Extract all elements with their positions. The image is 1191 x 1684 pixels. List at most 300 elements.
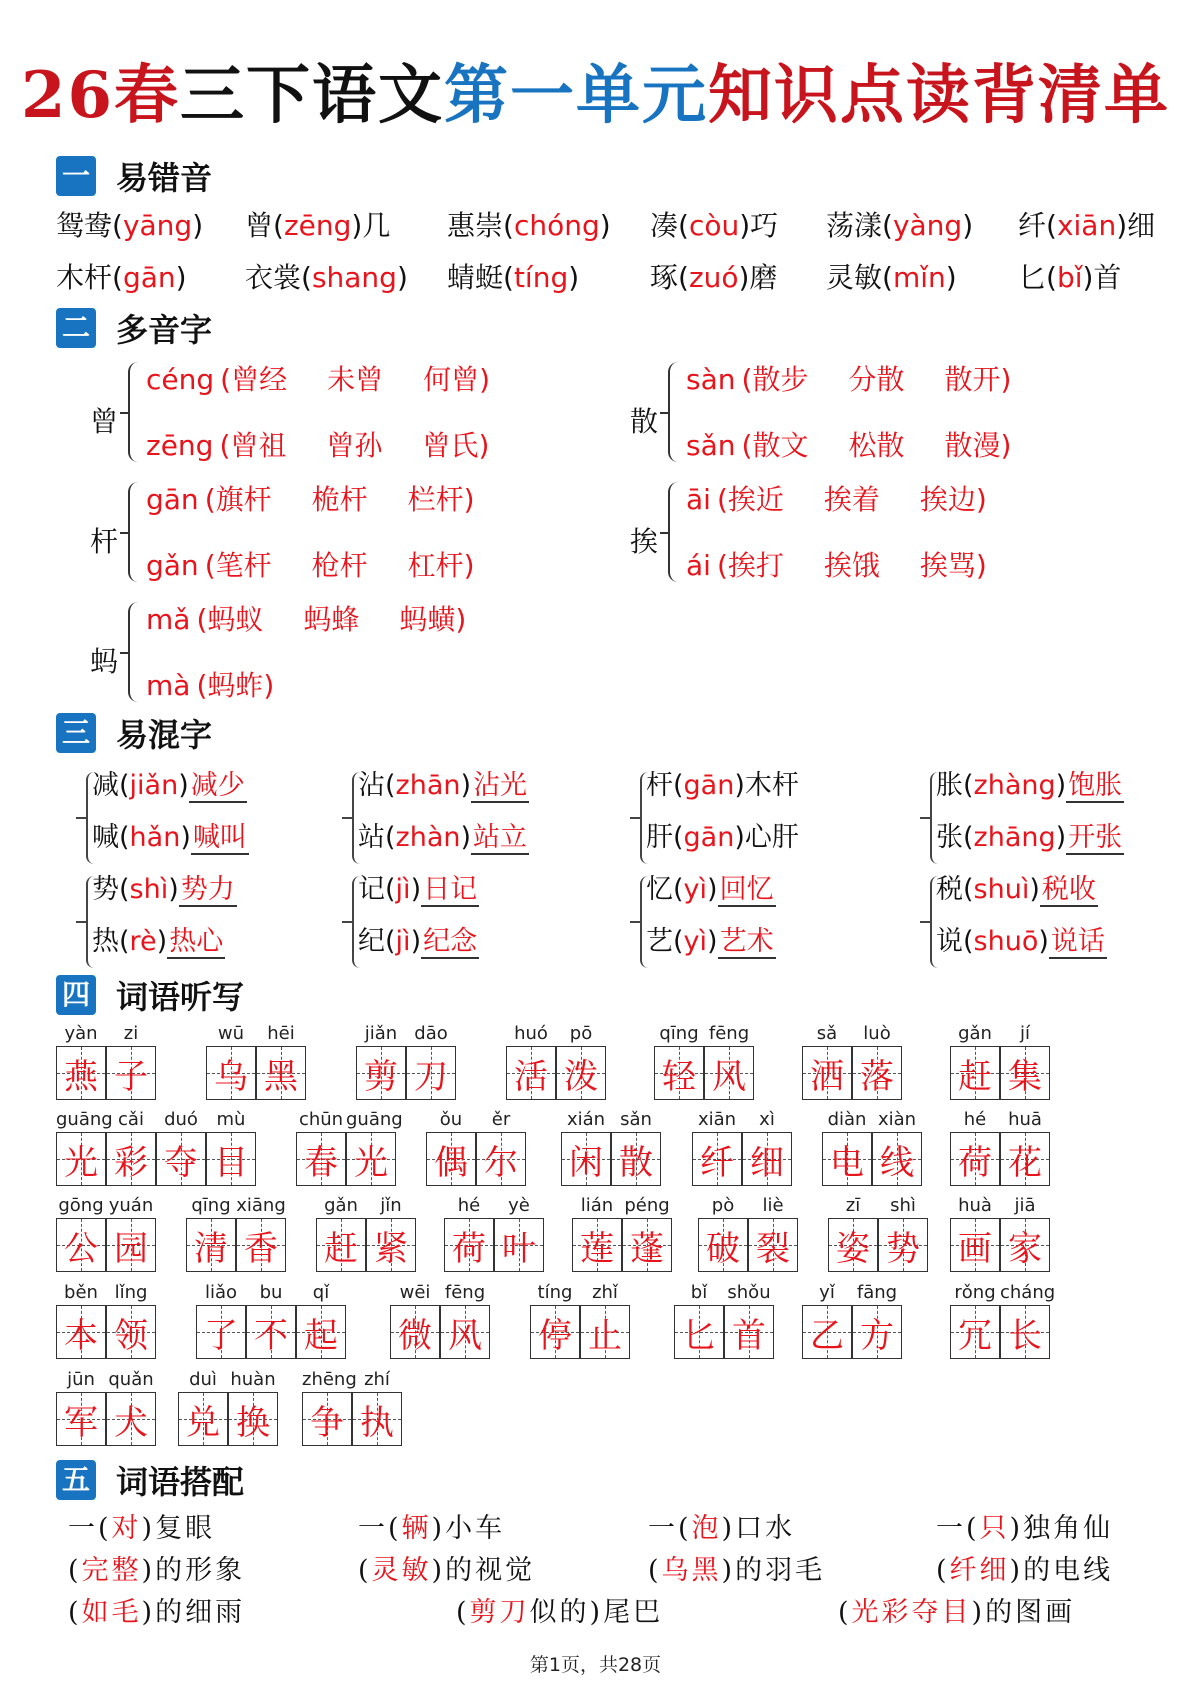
tianzige-cell xyxy=(352,1368,402,1446)
character-box xyxy=(654,1046,704,1100)
polyphone-reading xyxy=(146,358,490,398)
example-word: 散开 xyxy=(944,363,1001,396)
pinyin: gǎn xyxy=(958,1023,992,1044)
paren: ( xyxy=(716,483,728,516)
paren: ( xyxy=(385,874,396,905)
mispronounced-item xyxy=(245,260,408,296)
pinyin: mǐn xyxy=(892,261,946,294)
pinyin: zhǐ xyxy=(592,1282,618,1303)
section-title: 易混字 xyxy=(116,716,213,754)
dictation-word xyxy=(802,1022,902,1100)
paren: ( xyxy=(741,429,753,462)
pinyin: yì xyxy=(683,874,708,905)
dictation-word xyxy=(950,1108,1050,1186)
paren: ) xyxy=(1000,429,1012,462)
polyphone-char: 散 xyxy=(630,405,659,438)
pinyin: xiān xyxy=(697,1109,737,1130)
character-box xyxy=(506,1046,556,1100)
collocation-item xyxy=(838,1590,1075,1629)
item-text: 木杆( xyxy=(56,261,123,294)
paren: ( xyxy=(204,549,216,582)
character: 风 xyxy=(448,1315,482,1356)
item-text: ) xyxy=(175,261,187,294)
tianzige-cell xyxy=(256,1022,306,1100)
example-word: 挨打 xyxy=(727,549,784,582)
mispronounced-item xyxy=(56,260,187,296)
pinyin: wēi xyxy=(399,1282,431,1303)
dictation-word xyxy=(692,1108,792,1186)
tianzige-cell xyxy=(440,1281,490,1359)
pinyin: bǐ xyxy=(1056,261,1083,294)
pinyin: ǒu xyxy=(439,1109,463,1130)
section-badge: 三 xyxy=(56,713,96,753)
character-box xyxy=(950,1305,1000,1359)
paren: ) xyxy=(410,874,422,905)
pinyin: ái xyxy=(686,549,711,582)
character: 紧 xyxy=(374,1228,408,1269)
pinyin: mǎ xyxy=(146,603,191,636)
example-word: 热心 xyxy=(169,926,224,957)
pinyin: jiā xyxy=(1014,1195,1036,1216)
character: 刀 xyxy=(414,1056,448,1097)
brace-icon xyxy=(128,602,140,702)
pinyin: zhēng xyxy=(302,1369,357,1390)
item-text: )巧 xyxy=(739,209,779,242)
tianzige-cell xyxy=(426,1108,476,1186)
character-box xyxy=(390,1305,440,1359)
tianzige-cell xyxy=(530,1281,580,1359)
character: 匕 xyxy=(682,1315,716,1356)
tianzige-cell xyxy=(748,1194,798,1272)
tianzige-cell xyxy=(56,1022,106,1100)
char: 减 xyxy=(92,770,119,801)
polyphone-reading xyxy=(686,358,1011,398)
paren: ( xyxy=(963,874,974,905)
tianzige-cell xyxy=(561,1108,611,1186)
pinyin: quǎn xyxy=(108,1369,154,1390)
mispronounced-item xyxy=(245,208,390,244)
mispronounced-item xyxy=(650,208,778,244)
paren: ( xyxy=(119,822,130,853)
paren: ) xyxy=(734,822,745,853)
tianzige-cell xyxy=(206,1108,256,1186)
character: 线 xyxy=(880,1142,914,1183)
brace-icon xyxy=(128,482,140,582)
pinyin: jì xyxy=(395,926,411,957)
polyphone-char: 杆 xyxy=(90,525,119,558)
paren: ( xyxy=(673,822,684,853)
character: 花 xyxy=(1008,1142,1042,1183)
pinyin: gān xyxy=(122,261,176,294)
char: 杆 xyxy=(646,770,673,801)
paren: ( xyxy=(220,363,232,396)
section-title: 易错音 xyxy=(116,159,213,197)
char: 喊 xyxy=(92,822,119,853)
mispronounced-item xyxy=(826,208,973,244)
paren: ) xyxy=(975,483,987,516)
tianzige-cell xyxy=(506,1022,556,1100)
tianzige-cell xyxy=(950,1108,1000,1186)
paren: ) xyxy=(178,770,189,801)
character-box xyxy=(106,1218,156,1272)
pinyin: jì xyxy=(395,874,411,905)
tianzige-cell xyxy=(296,1108,346,1186)
confusable-item xyxy=(646,872,776,908)
item-text: )的视觉 xyxy=(431,1555,536,1586)
tianzige-cell xyxy=(674,1281,724,1359)
character: 荷 xyxy=(452,1228,486,1269)
tianzige-cell xyxy=(296,1281,346,1359)
pinyin: fēng xyxy=(444,1282,486,1303)
tianzige-cell xyxy=(246,1281,296,1359)
character: 姿 xyxy=(836,1228,870,1269)
tianzige-cell xyxy=(654,1022,704,1100)
character-box xyxy=(724,1305,774,1359)
dictation-word xyxy=(390,1281,490,1359)
item-text: )独角仙 xyxy=(1009,1513,1114,1544)
confusable-item xyxy=(358,872,479,908)
character: 公 xyxy=(64,1228,98,1269)
character: 活 xyxy=(514,1056,548,1097)
item-text: ( xyxy=(838,1597,852,1628)
tianzige-cell xyxy=(611,1108,661,1186)
tianzige-cell xyxy=(476,1108,526,1186)
tianzige-cell xyxy=(106,1368,156,1446)
character-box xyxy=(156,1132,206,1186)
character-box xyxy=(1000,1218,1050,1272)
paren: ( xyxy=(716,549,728,582)
paren: ( xyxy=(673,770,684,801)
pinyin: gān xyxy=(683,770,735,801)
tianzige-cell xyxy=(572,1194,622,1272)
polyphone-reading xyxy=(686,478,987,518)
paren: ) xyxy=(168,874,179,905)
character: 轻 xyxy=(662,1056,696,1097)
item-text: )磨 xyxy=(738,261,778,294)
example-word: 势力 xyxy=(180,874,235,905)
collocation-item xyxy=(68,1506,215,1545)
character-box xyxy=(494,1218,544,1272)
page-title xyxy=(0,56,1191,136)
character: 闲 xyxy=(569,1142,603,1183)
character: 电 xyxy=(830,1142,864,1183)
pinyin: zēng xyxy=(146,429,214,462)
pinyin: āi xyxy=(686,483,711,516)
answer: 只 xyxy=(979,1513,1010,1544)
tianzige-cell xyxy=(742,1108,792,1186)
polyphone-reading xyxy=(146,544,475,584)
character: 子 xyxy=(114,1056,148,1097)
character: 细 xyxy=(750,1142,784,1183)
tianzige-cell xyxy=(1000,1108,1050,1186)
example-word: 笔杆 xyxy=(215,549,272,582)
char: 说 xyxy=(936,926,963,957)
tianzige-cell xyxy=(106,1108,156,1186)
example-word: 蚂蟥 xyxy=(399,603,456,636)
character: 本 xyxy=(64,1315,98,1356)
tianzige-cell xyxy=(56,1368,106,1446)
pinyin: còu xyxy=(688,209,740,242)
dictation-word xyxy=(356,1022,456,1100)
paren: ) xyxy=(460,822,472,853)
paren: ( xyxy=(963,770,974,801)
example-word: 心肝 xyxy=(744,822,799,853)
paren: ( xyxy=(204,483,216,516)
title-part-grade: 三下语文 xyxy=(180,58,445,133)
pinyin: gǎn xyxy=(324,1195,358,1216)
character-box xyxy=(196,1305,246,1359)
pinyin: liǎo xyxy=(204,1282,238,1303)
item-text: )复眼 xyxy=(141,1513,216,1544)
pinyin: gǎn xyxy=(146,549,199,582)
character: 停 xyxy=(538,1315,572,1356)
example-word: 回忆 xyxy=(719,874,774,905)
section-heading-dictation xyxy=(56,975,244,1015)
dictation-word xyxy=(316,1194,416,1272)
paren: ( xyxy=(119,770,130,801)
item-text: 似的)尾巴 xyxy=(529,1597,664,1628)
item-text: ) xyxy=(568,261,580,294)
dictation-word xyxy=(302,1368,402,1446)
section-badge: 二 xyxy=(56,308,96,348)
collocation-item xyxy=(648,1548,825,1587)
character-box xyxy=(476,1132,526,1186)
character-box xyxy=(828,1218,878,1272)
paren: ( xyxy=(196,669,208,702)
character-box xyxy=(698,1218,748,1272)
example-word: 喊叫 xyxy=(192,822,247,853)
example-word: 纪念 xyxy=(423,926,478,957)
item-text: )的细雨 xyxy=(141,1597,246,1628)
character: 赶 xyxy=(324,1228,358,1269)
pinyin: fāng xyxy=(856,1282,898,1303)
pinyin: gān xyxy=(683,822,735,853)
tianzige-cell xyxy=(106,1194,156,1272)
polyphone-reading xyxy=(146,478,475,518)
paren: ( xyxy=(385,822,396,853)
character: 不 xyxy=(254,1315,288,1356)
example-word: 散步 xyxy=(752,363,809,396)
item-text: 凑( xyxy=(650,209,689,242)
tianzige-cell xyxy=(444,1194,494,1272)
character-box xyxy=(950,1218,1000,1272)
tianzige-cell xyxy=(556,1022,606,1100)
section-heading-confusable xyxy=(56,713,212,753)
example-word: 何曾 xyxy=(423,363,480,396)
dictation-word xyxy=(950,1194,1050,1272)
example-word: 蚂蚁 xyxy=(207,603,264,636)
confusable-item xyxy=(936,924,1107,960)
character-box xyxy=(1000,1305,1050,1359)
section-title: 词语听写 xyxy=(116,978,245,1016)
pinyin: zēng xyxy=(283,209,352,242)
pinyin: huàn xyxy=(230,1369,276,1390)
tianzige-cell xyxy=(406,1022,456,1100)
character: 微 xyxy=(398,1315,432,1356)
item-text: )的图画 xyxy=(971,1597,1076,1628)
pinyin: guāng xyxy=(56,1109,113,1130)
paren: ) xyxy=(479,363,491,396)
example-word: 栏杆 xyxy=(407,483,464,516)
character: 燕 xyxy=(64,1056,98,1097)
character: 破 xyxy=(706,1228,740,1269)
character: 集 xyxy=(1008,1056,1042,1097)
item-text: )的形象 xyxy=(141,1555,246,1586)
pinyin: shuì xyxy=(973,874,1030,905)
polyphone-reading xyxy=(146,664,274,704)
tianzige-cell xyxy=(106,1281,156,1359)
character-box xyxy=(1000,1046,1050,1100)
confusable-item xyxy=(646,768,799,804)
section-title: 多音字 xyxy=(116,311,213,349)
character-box xyxy=(302,1392,352,1446)
character: 目 xyxy=(214,1142,248,1183)
section-title: 词语搭配 xyxy=(116,1463,245,1501)
character: 风 xyxy=(712,1056,746,1097)
confusable-item xyxy=(358,820,529,856)
tianzige-cell xyxy=(872,1108,922,1186)
dictation-word xyxy=(506,1022,606,1100)
character: 散 xyxy=(619,1142,653,1183)
character: 家 xyxy=(1008,1228,1042,1269)
character-box xyxy=(56,1218,106,1272)
character-box xyxy=(561,1132,611,1186)
character: 赶 xyxy=(958,1056,992,1097)
section-heading-collocations xyxy=(56,1460,244,1500)
brace-icon xyxy=(128,362,140,462)
character: 止 xyxy=(588,1315,622,1356)
character: 换 xyxy=(236,1402,270,1443)
dictation-word xyxy=(186,1194,286,1272)
collocation-item xyxy=(358,1506,505,1545)
character-box xyxy=(852,1305,902,1359)
tianzige-cell xyxy=(852,1281,902,1359)
paren: ) xyxy=(478,429,490,462)
pinyin: bǐ xyxy=(690,1282,708,1303)
tianzige-cell xyxy=(56,1108,113,1186)
answer: 对 xyxy=(111,1513,142,1544)
answer: 完整 xyxy=(81,1555,142,1586)
example-word: 曾经 xyxy=(231,363,288,396)
pinyin: hēi xyxy=(267,1023,295,1044)
tianzige-cell xyxy=(196,1281,246,1359)
character-box xyxy=(572,1218,622,1272)
mispronounced-item xyxy=(1018,260,1121,296)
paren: ) xyxy=(707,926,718,957)
dictation-word xyxy=(444,1194,544,1272)
item-text: ) xyxy=(962,209,974,242)
item-text: ) xyxy=(945,261,957,294)
character-box xyxy=(692,1132,742,1186)
pinyin: ěr xyxy=(491,1109,511,1130)
character-box xyxy=(246,1305,296,1359)
character-box xyxy=(228,1392,278,1446)
pinyin: rǒng xyxy=(954,1282,996,1303)
paren: ) xyxy=(734,770,745,801)
example-word: 站立 xyxy=(473,822,528,853)
paren: ( xyxy=(963,926,974,957)
example-word: 税收 xyxy=(1041,874,1096,905)
character: 领 xyxy=(114,1315,148,1356)
tianzige-cell xyxy=(316,1194,366,1272)
polyphone-char: 曾 xyxy=(90,405,119,438)
pinyin: jūn xyxy=(67,1369,95,1390)
character: 偶 xyxy=(434,1142,468,1183)
example-word: 木杆 xyxy=(744,770,799,801)
character: 洒 xyxy=(810,1056,844,1097)
paren: ( xyxy=(741,363,753,396)
character: 莲 xyxy=(580,1228,614,1269)
dictation-word xyxy=(56,1194,156,1272)
collocation-item xyxy=(936,1548,1113,1587)
mispronounced-item xyxy=(826,260,957,296)
pinyin: fēng xyxy=(708,1023,750,1044)
pinyin: huó xyxy=(514,1023,548,1044)
mispronounced-item xyxy=(650,260,777,296)
pinyin: duì xyxy=(189,1369,217,1390)
polyphone-reading xyxy=(686,544,987,584)
mispronounced-item xyxy=(56,208,203,244)
tianzige-cell xyxy=(580,1281,630,1359)
dictation-word xyxy=(196,1281,346,1359)
paren: ( xyxy=(385,926,396,957)
pinyin: xiàn xyxy=(877,1109,917,1130)
pinyin: sǎ xyxy=(816,1023,838,1044)
character: 冗 xyxy=(958,1315,992,1356)
pinyin: shang xyxy=(311,261,397,294)
character-box xyxy=(878,1218,928,1272)
char: 税 xyxy=(936,874,963,905)
confusable-item xyxy=(92,924,225,960)
pinyin: jí xyxy=(1019,1023,1030,1044)
item-text: ) xyxy=(192,209,204,242)
item-text: 纤( xyxy=(1018,209,1057,242)
pinyin: cǎi xyxy=(118,1109,144,1130)
title-part-list: 知识点读背清单 xyxy=(708,58,1171,133)
pinyin: qīng xyxy=(659,1023,699,1044)
paren: ) xyxy=(1029,874,1040,905)
pinyin: sàn xyxy=(686,363,736,396)
character-box xyxy=(852,1046,902,1100)
character: 纤 xyxy=(700,1142,734,1183)
section-badge: 四 xyxy=(56,975,96,1015)
paren: ( xyxy=(673,926,684,957)
item-text: ( xyxy=(936,1555,950,1586)
pinyin: běn xyxy=(64,1282,98,1303)
pinyin: duó xyxy=(164,1109,198,1130)
pinyin: mà xyxy=(146,669,191,702)
character: 清 xyxy=(194,1228,228,1269)
character: 乌 xyxy=(214,1056,248,1097)
pinyin: cháng xyxy=(1000,1282,1056,1303)
pinyin: jǐn xyxy=(380,1195,402,1216)
example-word: 散文 xyxy=(752,429,809,462)
pinyin: shuō xyxy=(973,926,1039,957)
item-text: 一( xyxy=(648,1513,692,1544)
confusable-item xyxy=(646,820,799,856)
section-badge: 五 xyxy=(56,1460,96,1500)
pinyin: rè xyxy=(129,926,157,957)
character-box xyxy=(406,1046,456,1100)
confusable-item xyxy=(358,924,479,960)
char: 张 xyxy=(936,822,963,853)
tianzige-cell xyxy=(692,1108,742,1186)
pinyin: shì xyxy=(129,874,169,905)
character: 园 xyxy=(114,1228,148,1269)
tianzige-cell xyxy=(950,1194,1000,1272)
example-word: 挨骂 xyxy=(919,549,976,582)
answer: 纤细 xyxy=(949,1555,1010,1586)
